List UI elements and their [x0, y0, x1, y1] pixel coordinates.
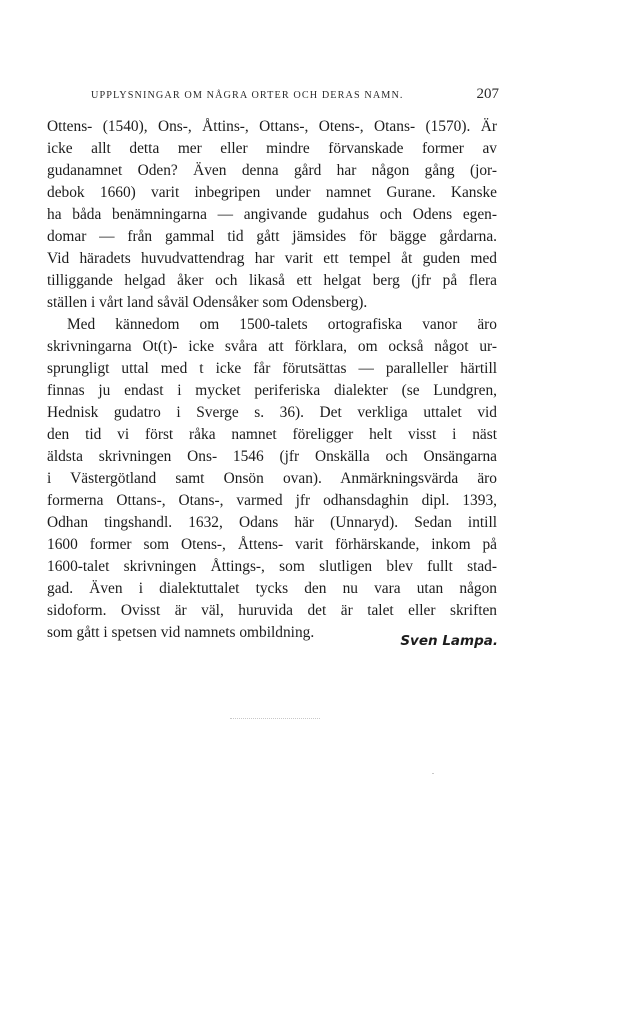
paragraph-orthography — [47, 314, 497, 644]
print-speck — [230, 718, 320, 721]
text-line: Vid häradets huvudvattendrag har varit ett tempel åt guden med — [47, 250, 497, 267]
running-head — [91, 86, 499, 106]
text-line: skrivningarna Ot(t)- icke svåra att förklara, om också något ur- — [47, 338, 497, 355]
body-text — [47, 116, 497, 644]
text-line: ha båda benämningarna — angivande gudahus och Odens egen- — [47, 206, 497, 223]
text-line: som gått i spetsen vid namnets ombildning. — [47, 624, 315, 641]
text-line: domar — från gammal tid gått jämsides för bägge gårdarna. — [47, 228, 497, 245]
text-line: sidoform. Ovisst är väl, huruvida det är talet eller skriften — [47, 602, 497, 619]
paragraph-oden-farm-names — [47, 116, 497, 314]
text-line: icke allt detta mer eller mindre förvanskade former av — [47, 140, 497, 157]
text-line: finnas ju endast i mycket periferiska dialekter (se Lundgren, — [47, 382, 497, 399]
text-line: gudanamnet Oden? Även denna gård har någon gång (jor- — [47, 162, 497, 179]
text-line: Med kännedom om 1500-talets ortografiska vanor äro — [67, 316, 497, 333]
text-line: Hednisk gudatro i Sverge s. 36). Det verkliga uttalet vid — [47, 404, 497, 421]
text-line: äldsta skrivningen Ons- 1546 (jfr Onskälla och Onsängarna — [47, 448, 497, 465]
print-speck — [432, 773, 434, 774]
text-line: formerna Ottans-, Otans-, varmed jfr odhansdaghin dipl. 1393, — [47, 492, 497, 509]
text-line: Odhan tingshandl. 1632, Odans här (Unnaryd). Sedan intill — [47, 514, 497, 531]
text-line: Ottens- (1540), Ons-, Åttins-, Ottans-, Otens-, Otans- (1570). Är — [47, 118, 497, 135]
text-line: den tid vi först råka namnet föreligger helt visst i näst — [47, 426, 497, 443]
text-line: 1600 former som Otens-, Åttens- varit förhärskande, inkom på — [47, 536, 497, 553]
text-line: ställen i vårt land såväl Odensåker som Odensberg). — [47, 294, 368, 311]
text-line: 1600-talet skrivningen Åttings-, som slutligen blev fullt stad- — [47, 558, 497, 575]
text-line: i Västergötland samt Onsön ovan). Anmärkningsvärda äro — [47, 470, 497, 487]
running-title: UPPLYSNINGAR OM NÅGRA ORTER OCH DERAS NAMN. — [91, 90, 404, 101]
text-line: gad. Även i dialektuttalet tycks den nu vara utan någon — [47, 580, 497, 597]
page-number: 207 — [476, 86, 499, 102]
text-line: debok 1660) varit inbegripen under namnet Gurane. Kanske — [47, 184, 497, 201]
author-signature: Sven Lampa. — [400, 633, 498, 649]
text-line: tilliggande helgad åker och likaså ett helgat berg (jfr på flera — [47, 272, 497, 289]
text-line: sprungligt uttal med t icke får förutsättas — paralleller härtill — [47, 360, 497, 377]
